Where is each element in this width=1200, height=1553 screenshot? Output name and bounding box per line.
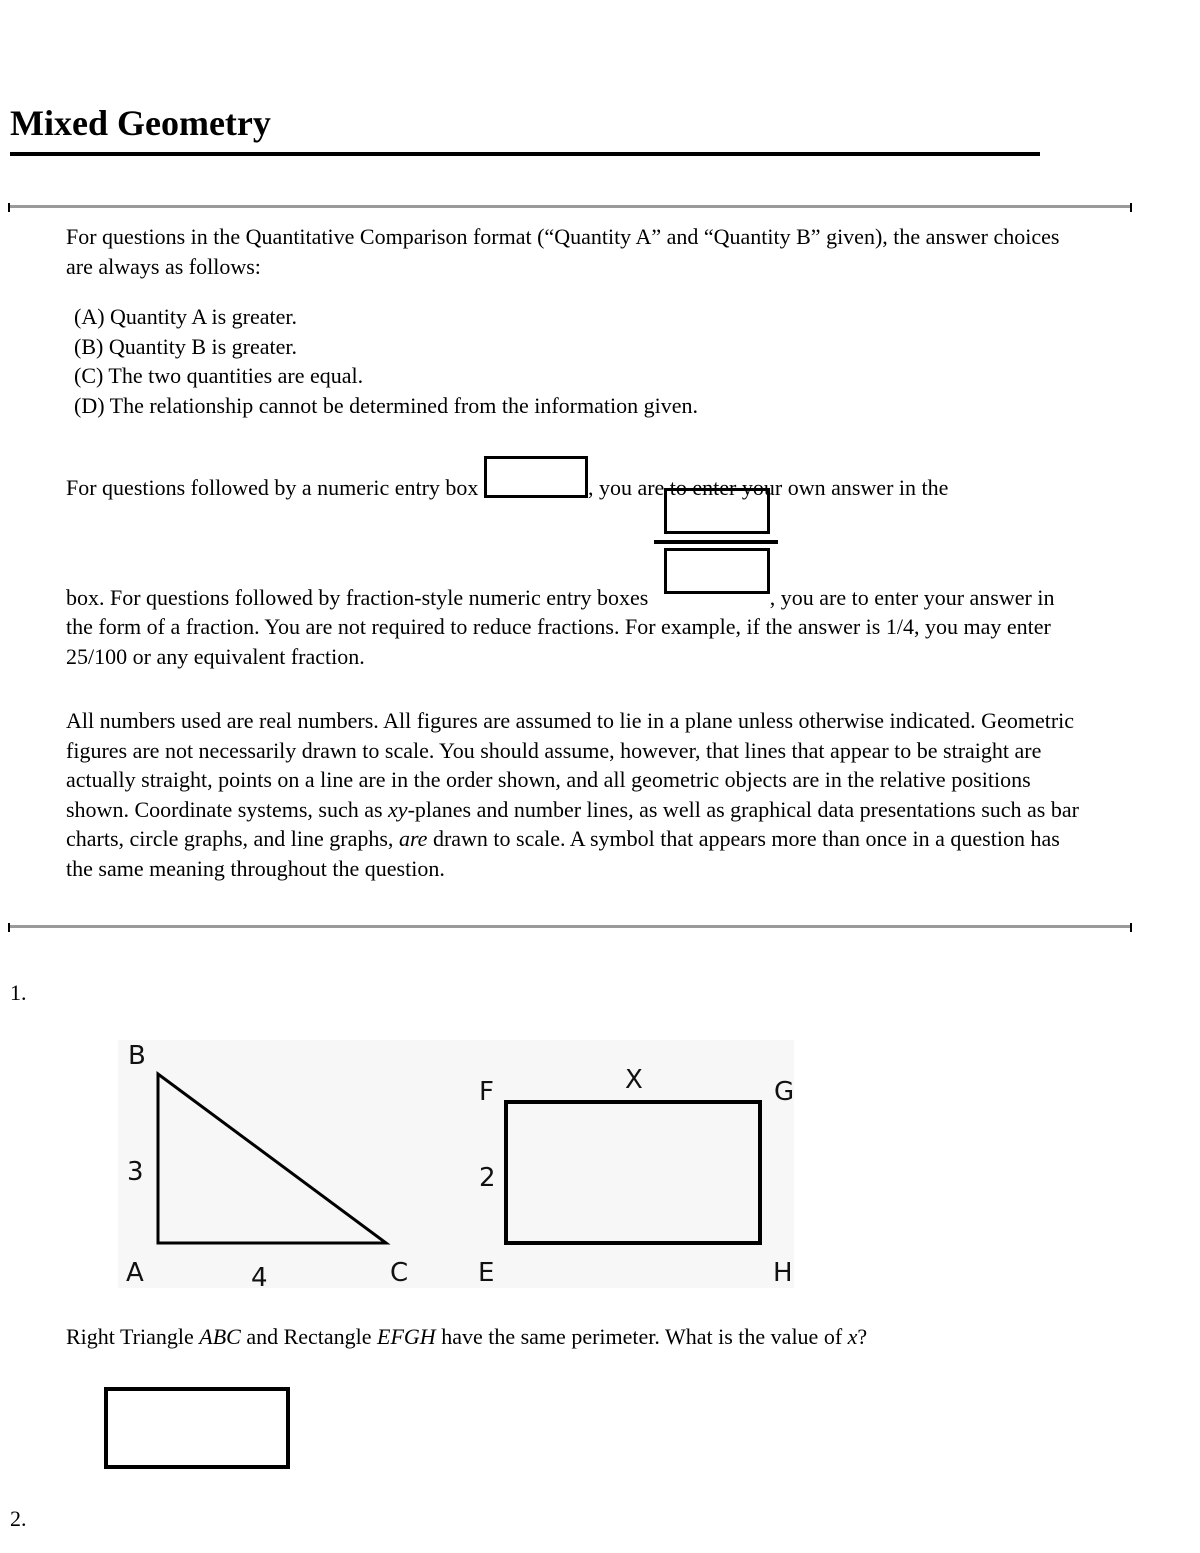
numeric-entry-instructions	[66, 456, 1086, 503]
general-text-1: All numbers used are real numbers. All figures are assumed to lie in a plane unless otherwise indicated. Geometric figures are not necessarily drawn to scale. You should assume, however, that lines that appear to be straight are actually straight, points on a line are in the order shown, and all geometric objects are in the relative positions shown. Coordinate systems, such as	[66, 708, 1075, 822]
title-underline	[10, 152, 1040, 156]
label-side-fg: X	[625, 1065, 643, 1095]
question-1-figure	[118, 1040, 794, 1288]
right-triangle-abc	[158, 1074, 386, 1243]
qc-intro-text: For questions in the Quantitative Comparison format (“Quantity A” and “Quantity B” given), the answer choices are always as follows:	[66, 224, 1060, 279]
choice-d: (D) The relationship cannot be determined from the information given.	[74, 392, 698, 418]
fraction-text-before: box. For questions followed by fraction-style numeric entry boxes	[66, 584, 649, 610]
numeric-entry-text-before: For questions followed by a numeric entry box	[66, 475, 479, 500]
fraction-bar	[654, 540, 778, 544]
directions-top-divider	[8, 205, 1132, 208]
question-number-2: 2.	[10, 1506, 27, 1531]
label-side-ab: 3	[127, 1157, 144, 1187]
general-are-italic: are	[398, 826, 428, 851]
label-g: G	[774, 1077, 794, 1107]
q1-abc-italic: ABC	[199, 1324, 241, 1349]
fraction-numerator-box	[664, 488, 770, 534]
q1-text-1: Right Triangle	[66, 1324, 200, 1349]
choice-a: (A) Quantity A is greater.	[74, 304, 298, 329]
choice-b: (B) Quantity B is greater.	[74, 333, 298, 359]
q1-efgh-italic: EFGH	[377, 1324, 436, 1349]
page-title: Mixed Geometry	[10, 103, 271, 143]
label-b: B	[128, 1041, 146, 1071]
question-1-answer-input[interactable]	[104, 1387, 290, 1469]
choice-c: (C) The two quantities are equal.	[74, 363, 364, 388]
general-text-2: -planes and number lines, as well as graphical data presentations such as bar charts, circle graphs, and line graphs,	[66, 796, 1079, 851]
general-xy-italic: xy	[388, 796, 408, 822]
triangle-rectangle-diagram	[118, 1040, 794, 1288]
fraction-text-after: , you are to enter your answer in the form of a fraction. You are not required to reduce fractions. For example, if the answer is 1/4, you may enter 25/100 or any equivalent fraction.	[66, 584, 1055, 669]
answer-choices-list	[74, 302, 1086, 420]
numeric-entry-text-after: , you are to enter your own answer in the	[587, 475, 949, 500]
fraction-spacer	[66, 503, 1086, 583]
directions-block	[66, 222, 1086, 883]
fraction-entry-instructions	[66, 583, 1086, 672]
q1-text-3: have the same perimeter. What is the value of	[435, 1324, 848, 1349]
label-f: F	[479, 1077, 494, 1107]
label-side-fe: 2	[479, 1163, 496, 1193]
numeric-entry-example-box	[484, 456, 588, 498]
directions-bottom-divider	[8, 925, 1132, 928]
q1-x-italic: x	[847, 1324, 858, 1349]
rectangle-efgh	[506, 1102, 760, 1243]
q1-text-2: and Rectangle	[240, 1324, 378, 1349]
question-1-prompt	[66, 1322, 867, 1351]
fraction-denominator-box	[664, 548, 770, 594]
label-h: H	[773, 1258, 793, 1288]
label-c: C	[390, 1258, 409, 1288]
general-instructions	[66, 706, 1086, 883]
general-text-3: drawn to scale. A symbol that appears more than once in a question has the same meaning throughout the question.	[66, 826, 1060, 881]
label-a: A	[126, 1258, 144, 1288]
fraction-entry-example	[654, 586, 770, 608]
question-number-1: 1.	[10, 980, 27, 1005]
label-e: E	[478, 1258, 495, 1288]
label-side-ac: 4	[251, 1263, 268, 1288]
q1-text-4: ?	[857, 1324, 868, 1349]
